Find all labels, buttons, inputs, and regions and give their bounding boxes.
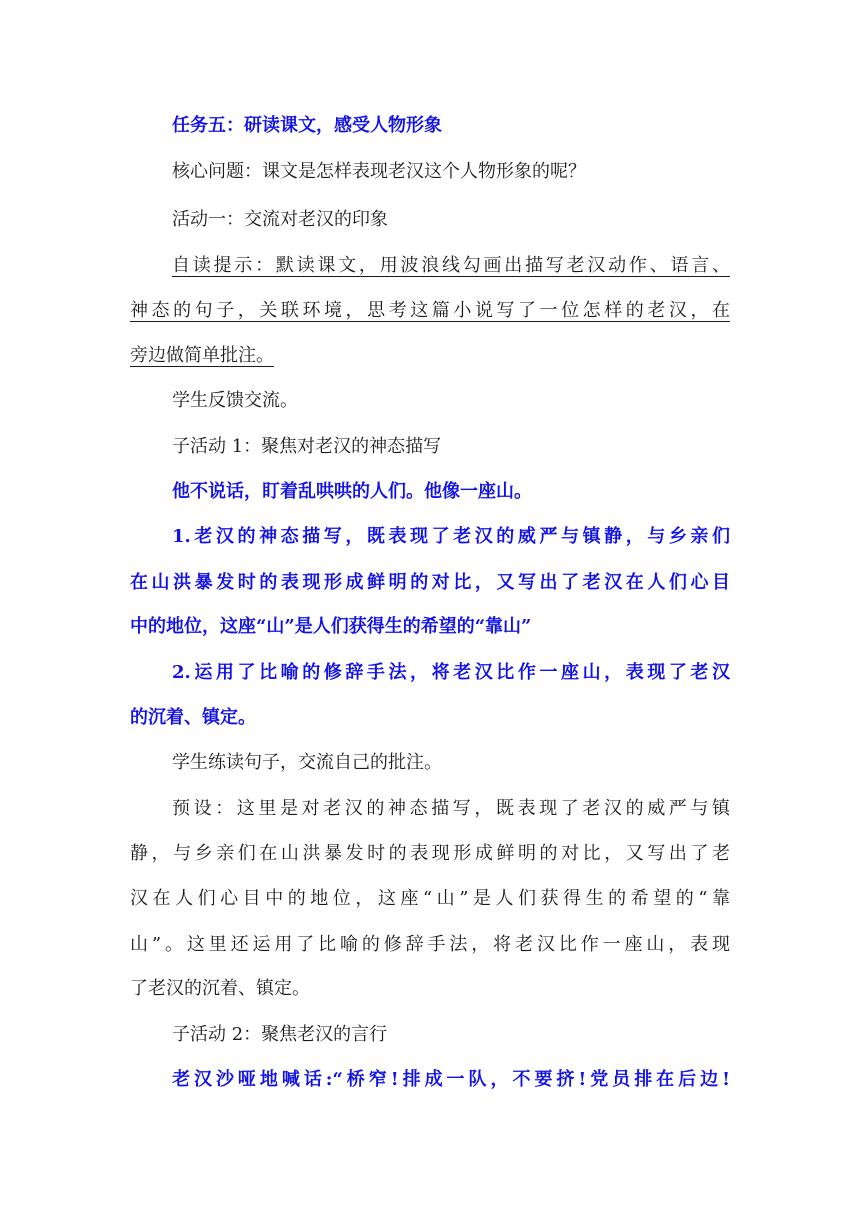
quoted-sentence-2: 老汉沙哑地喊话:“桥窄!排成一队，不要挤!党员排在后边! bbox=[172, 1069, 730, 1090]
activity-one-heading: 活动一：交流对老汉的印象 bbox=[172, 209, 388, 230]
analysis-1-line-3: 中的地位，这座“山”是人们获得生的希望的“靠山” bbox=[130, 616, 532, 637]
task-heading: 任务五：研读课文，感受人物形象 bbox=[172, 115, 442, 136]
sub-activity-1-heading: 子活动 1：聚焦对老汉的神态描写 bbox=[172, 436, 442, 457]
preset-line-3: 汉在人们心目中的地位，这座“山”是人们获得生的希望的“靠 bbox=[130, 888, 730, 909]
student-feedback: 学生反馈交流。 bbox=[172, 390, 298, 411]
analysis-2-line-2: 的沉着、镇定。 bbox=[130, 707, 256, 728]
quoted-sentence-1: 他不说话，盯着乱哄哄的人们。他像一座山。 bbox=[172, 481, 532, 502]
analysis-1-line-1: 1.老汉的神态描写，既表现了老汉的威严与镇静，与乡亲们 bbox=[172, 526, 730, 547]
preset-line-5: 了老汉的沉着、镇定。 bbox=[130, 978, 310, 999]
preset-line-2: 静，与乡亲们在山洪暴发时的表现形成鲜明的对比，又写出了老 bbox=[130, 843, 730, 864]
preset-line-1: 预设：这里是对老汉的神态描写，既表现了老汉的威严与镇 bbox=[172, 798, 730, 819]
reading-tip-line-1: 自读提示：默读课文，用波浪线勾画出描写老汉动作、语言、 bbox=[172, 255, 730, 276]
core-question: 核心问题：课文是怎样表现老汉这个人物形象的呢？ bbox=[172, 161, 586, 182]
reading-tip-line-3: 旁边做简单批注。 bbox=[130, 345, 274, 366]
analysis-1-line-2: 在山洪暴发时的表现形成鲜明的对比，又写出了老汉在人们心目 bbox=[130, 572, 730, 593]
student-practice: 学生练读句子，交流自己的批注。 bbox=[172, 752, 442, 773]
reading-tip-line-2: 神态的句子，关联环境，思考这篇小说写了一位怎样的老汉，在 bbox=[130, 300, 730, 321]
sub-activity-2-heading: 子活动 2：聚焦老汉的言行 bbox=[172, 1024, 388, 1045]
preset-line-4: 山”。这里还运用了比喻的修辞手法，将老汉比作一座山，表现 bbox=[130, 934, 730, 955]
analysis-2-line-1: 2.运用了比喻的修辞手法，将老汉比作一座山，表现了老汉 bbox=[172, 662, 730, 683]
